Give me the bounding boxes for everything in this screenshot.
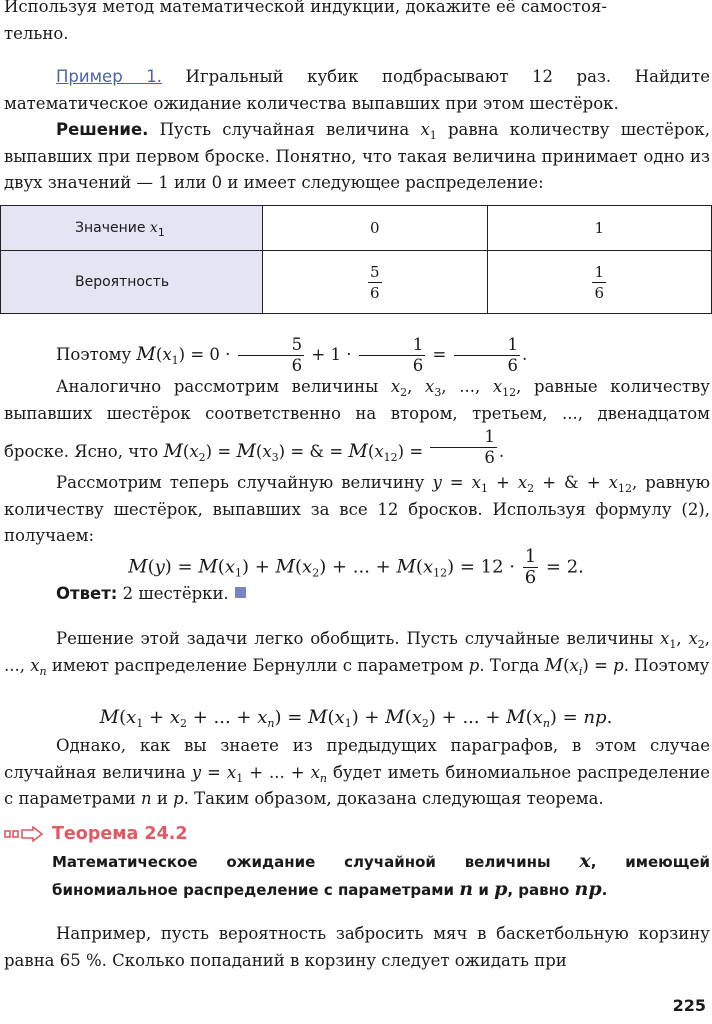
intro-paragraph — [4, 0, 710, 47]
example-paragraph — [4, 64, 710, 117]
generalize-text-1: Решение этой задачи легко обобщить. Пусть случайные величины — [56, 629, 661, 648]
example-label[interactable]: Пример 1. — [56, 67, 162, 86]
answer-paragraph — [4, 581, 710, 608]
fraction: $\frac{5}{6}$ — [369, 262, 380, 302]
table-cell — [263, 251, 488, 314]
however-paragraph: Однако, как вы знаете из предыдущих параграфов, в этом случае случайная величина $y = x_1$ + ... + $x_n$ будет иметь биномиальное распределение с параметрами n и p. Таким образом, доказана следующая теорема. — [4, 736, 710, 808]
param-n: n — [140, 789, 152, 808]
example-text: Игральный кубик подбрасывают 12 раз. Найдите математическое ожидание количества выпавших при этом шестёрок. — [4, 67, 710, 113]
param-p: p — [468, 655, 480, 675]
table-row — [1, 206, 712, 251]
analog-text-1: Аналогично рассмотрим величины — [56, 377, 391, 396]
solution-label: Решение. — [56, 120, 149, 139]
therefore-word: Поэтому — [56, 345, 137, 364]
intro-line2: тельно. — [4, 23, 69, 43]
main-formula: $M(y) = M(x_1) + M(x_2)$ + ... + $M(x_{12}) = 12$ · $\frac{1}{6}$ = 2. — [128, 546, 584, 588]
fraction: $\frac{1}{6}$ — [594, 262, 605, 302]
table-cell: 1 — [487, 206, 712, 251]
however-text-3: . Таким образом, доказана следующая теорема. — [183, 789, 604, 808]
consider-text-2: , равную количеству шестёрок, выпавших за все 12 бросков. Используя формулу (2), получаем: — [4, 473, 710, 545]
table-row — [1, 251, 712, 314]
page-number: 225 — [672, 996, 706, 1015]
theorem-title — [4, 824, 188, 844]
analog-text-2: , равные количеству выпавших шестёрок соответственно на втором, третьем, ..., двенадцатом броске. Ясно, что — [4, 377, 711, 461]
theorem-arrow-icon — [4, 826, 44, 842]
however-text-2: будет иметь биномиальное распределение с параметрами — [4, 762, 710, 808]
example2-text: Например, пусть вероятность забросить мяч в баскетбольную корзину равна 65 %. Сколько попаданий в корзину следует ожидать при — [4, 924, 710, 970]
solution-text-2: равна количеству шестёрок, выпавших при первом броске. Понятно, что такая величина принимает одно из двух значений — 1 или 0 и имеет следующее распределение: — [4, 120, 710, 192]
answer-label: Ответ: — [56, 584, 118, 603]
however-text-1: Однако, как вы знаете из предыдущих параграфов, в этом случае случайная величина — [4, 736, 710, 782]
consider-text-1: Рассмотрим теперь случайную величину — [56, 473, 433, 492]
consider-paragraph: Рассмотрим теперь случайную величину $y = x_1 + x_2$ + & + $x_{12}$, равную количеству шестёрок, выпавших за все 12 бросков. Используя формулу (2), получаем: — [4, 473, 710, 545]
generalize-paragraph: Решение этой задачи легко обобщить. Пусть случайные величины $x_1$, $x_2$, ..., $x_n$ имеют распределение Бернулли с параметром p. Тогда $M(x_i) = p$. Поэтому — [4, 629, 710, 678]
param-p: p — [173, 789, 184, 808]
generalize-text-4: . Поэтому — [623, 655, 710, 675]
table-cell: 0 — [263, 206, 488, 251]
theorem-title-text: Теорема 24.2 — [52, 824, 188, 844]
solution-text-1: Пусть случайная величина — [148, 120, 421, 139]
intro-line1: Используя метод математической индукции, докажите её самостоя- — [4, 0, 607, 16]
end-of-proof-icon — [235, 587, 246, 598]
generalize-text-2: имеют распределение Бернулли с параметром — [46, 655, 469, 675]
generalize-text-3: . Тогда — [479, 655, 545, 675]
distribution-table — [0, 205, 712, 314]
theorem-statement: Математическое ожидание случайной величины x, имеющей биномиальное распределение с параметрами n и p, равно np. — [52, 850, 711, 900]
table-cell — [487, 251, 712, 314]
answer-text: 2 шестёрки. — [117, 584, 229, 603]
example2-paragraph — [4, 921, 710, 974]
general-formula: $M(x_1 + x_2$ + ... + $x_n) = M(x_1) + M(x_2)$ + ... + $M(x_n)$ = np. — [99, 706, 613, 730]
therefore-paragraph: Поэтому $M(x_1) = 0$ · $\frac{5}{6}$ + 1 · $\frac{1}{6}$ = $\frac{1}{6}$ . — [56, 335, 528, 375]
analog-paragraph: Аналогично рассмотрим величины $x_2$, $x_3$, ..., $x_{12}$, равные количеству выпавших шестёрок соответственно на втором, третьем, ..., двенадцатом броске. Ясно, что $M(x_2) = M(x_3)$ = & = $M(x_{12})$ = $\frac{1}{6}$ . — [4, 377, 711, 467]
table-header-value: Значение $x_1$ — [1, 206, 263, 251]
solution-paragraph: Решение. Пусть случайная величина $x_1$ равна количеству шестёрок, выпавших при первом броске. Понятно, что такая величина принимает одно из двух значений — 1 или 0 и имеет следующее распределение: — [4, 120, 710, 192]
table-header-probability: Вероятность — [1, 251, 263, 314]
